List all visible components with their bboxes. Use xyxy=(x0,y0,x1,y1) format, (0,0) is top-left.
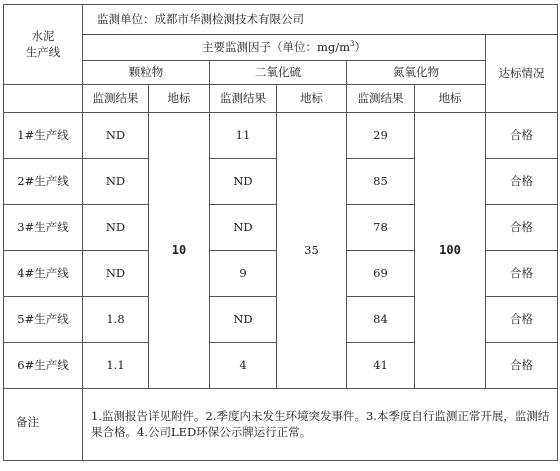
nox-standard-header: 地标 xyxy=(415,85,486,113)
monitoring-unit: 监测单位：成都市华测检测技术有限公司 xyxy=(83,5,558,35)
so2-result: 4 xyxy=(210,343,277,389)
nox-result: 78 xyxy=(347,205,415,251)
pm-result: ND xyxy=(83,113,149,159)
nox-standard: 100 xyxy=(415,113,486,389)
so2-result: 11 xyxy=(210,113,277,159)
compliance-status: 合格 xyxy=(486,343,558,389)
nox-result: 85 xyxy=(347,159,415,205)
so2-result: 9 xyxy=(210,251,277,297)
line-name: 2#生产线 xyxy=(4,159,83,205)
compliance-status: 合格 xyxy=(486,113,558,159)
pm-standard: 10 xyxy=(149,113,210,389)
group-header-pm: 颗粒物 xyxy=(83,61,210,85)
remark-text: 1.监测报告详见附件。2.季度内未发生环境突发事件。3.本季度自行监测正常开展，监测结果合格。4.公司LED环保公示牌运行正常。 xyxy=(83,389,558,461)
compliance-status: 合格 xyxy=(486,205,558,251)
line-name: 3#生产线 xyxy=(4,205,83,251)
nox-result: 29 xyxy=(347,113,415,159)
so2-standard-header: 地标 xyxy=(277,85,347,113)
nox-result: 84 xyxy=(347,297,415,343)
main-factor-sup: 3 xyxy=(350,39,355,48)
main-factor-text: 主要监测因子（单位：mg/m xyxy=(201,39,351,54)
compliance-header: 达标情况 xyxy=(486,35,558,113)
side-label-line2: 生产线 xyxy=(25,44,61,59)
pm-standard-header: 地标 xyxy=(149,85,210,113)
pm-result: ND xyxy=(83,205,149,251)
group-header-so2: 二氧化硫 xyxy=(210,61,347,85)
so2-result: ND xyxy=(210,159,277,205)
compliance-status: 合格 xyxy=(486,159,558,205)
line-name: 4#生产线 xyxy=(4,251,83,297)
blank-cell xyxy=(4,85,83,113)
table-row xyxy=(4,113,558,159)
nox-result: 41 xyxy=(347,343,415,389)
nox-result-header: 监测结果 xyxy=(347,85,415,113)
compliance-status: 合格 xyxy=(486,297,558,343)
monitoring-table xyxy=(3,4,558,461)
pm-result: ND xyxy=(83,159,149,205)
so2-result-header: 监测结果 xyxy=(210,85,277,113)
so2-standard: 35 xyxy=(277,113,347,389)
pm-result: ND xyxy=(83,251,149,297)
pm-result-header: 监测结果 xyxy=(83,85,149,113)
main-factor-close: ） xyxy=(354,39,366,54)
group-header-nox: 氮氧化物 xyxy=(347,61,486,85)
line-name: 5#生产线 xyxy=(4,297,83,343)
pm-result: 1.1 xyxy=(83,343,149,389)
line-name: 6#生产线 xyxy=(4,343,83,389)
so2-result: ND xyxy=(210,205,277,251)
pm-result: 1.8 xyxy=(83,297,149,343)
side-label-cell xyxy=(4,5,83,85)
so2-result: ND xyxy=(210,297,277,343)
remark-label: 备注 xyxy=(4,389,83,461)
compliance-status: 合格 xyxy=(486,251,558,297)
line-name: 1#生产线 xyxy=(4,113,83,159)
side-label-line1: 水泥 xyxy=(31,28,55,43)
nox-result: 69 xyxy=(347,251,415,297)
main-factor-header xyxy=(83,35,486,61)
